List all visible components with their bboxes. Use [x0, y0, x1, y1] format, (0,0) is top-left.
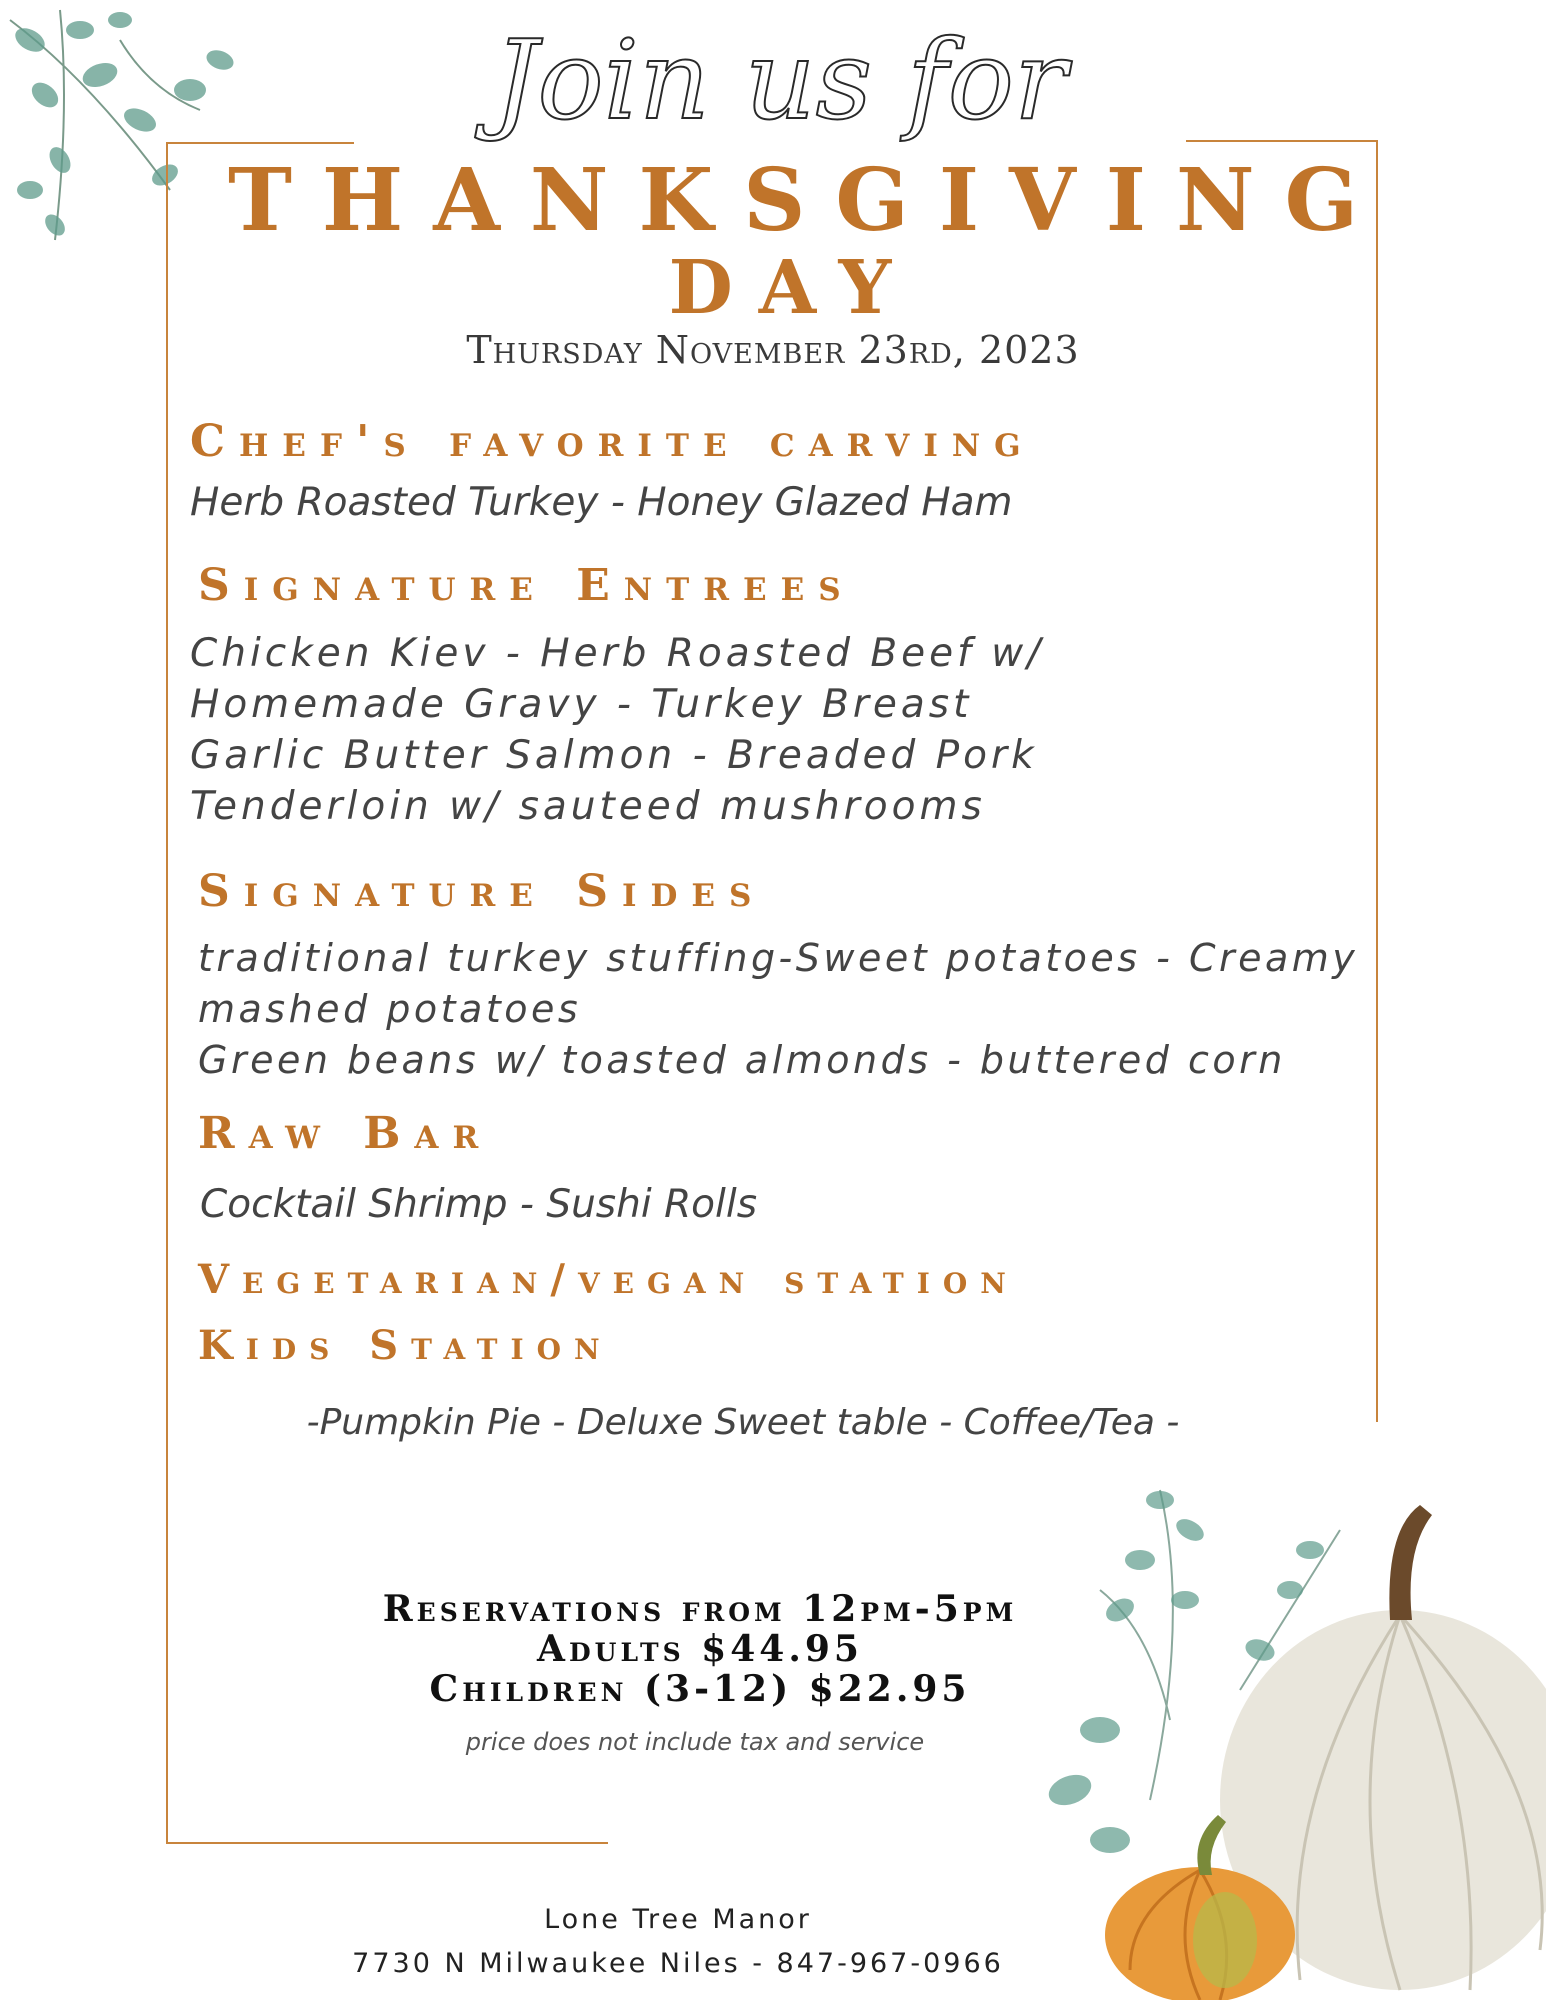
raw-bar-items: Cocktail Shrimp - Sushi Rolls: [200, 1182, 758, 1227]
price-note: price does not include tax and service: [465, 1728, 925, 1756]
sides-line-1: traditional turkey stuffing-Sweet potatoes - Creamy: [198, 936, 1359, 980]
venue-address: 7730 N Milwaukee Niles - 847-967-0966: [352, 1948, 1004, 1979]
pumpkin-decoration-icon: [1040, 1470, 1546, 2000]
adult-price: Adults $44.95: [537, 1628, 863, 1670]
title-thanksgiving: THANKSGIVING: [227, 150, 1389, 251]
child-price: Children (3-12) $22.95: [429, 1668, 971, 1710]
event-date: Thursday November 23rd, 2023: [466, 328, 1080, 372]
heading-raw-bar: Raw Bar: [198, 1108, 493, 1159]
title-day: DAY: [668, 245, 918, 331]
dessert-line: -Pumpkin Pie - Deluxe Sweet table - Coffee/Tea -: [306, 1402, 1180, 1443]
frame-bottom: [166, 1842, 608, 1844]
heading-entrees: Signature Entrees: [198, 560, 855, 611]
script-heading-text: Join us for: [493, 16, 1067, 144]
venue-name: Lone Tree Manor: [544, 1904, 812, 1935]
sides-line-2: mashed potatoes: [198, 987, 582, 1031]
entree-line-4: Tenderloin w/ sauteed mushrooms: [190, 784, 986, 829]
script-heading: [0, 0, 1546, 145]
heading-vegetarian: Vegetarian/vegan station: [198, 1256, 1019, 1303]
sides-line-3: Green beans w/ toasted almonds - buttered corn: [198, 1038, 1286, 1082]
reservation-times: Reservations from 12pm-5pm: [382, 1588, 1018, 1630]
heading-carving: Chef's favorite carving: [190, 416, 1035, 467]
entree-line-2: Homemade Gravy - Turkey Breast: [190, 682, 973, 727]
heading-kids: Kids Station: [198, 1322, 613, 1369]
heading-sides: Signature Sides: [198, 866, 766, 917]
entree-line-1: Chicken Kiev - Herb Roasted Beef w/: [190, 631, 1045, 676]
entree-line-3: Garlic Butter Salmon - Breaded Pork: [190, 733, 1038, 778]
carving-items: Herb Roasted Turkey - Honey Glazed Ham: [190, 480, 1013, 525]
